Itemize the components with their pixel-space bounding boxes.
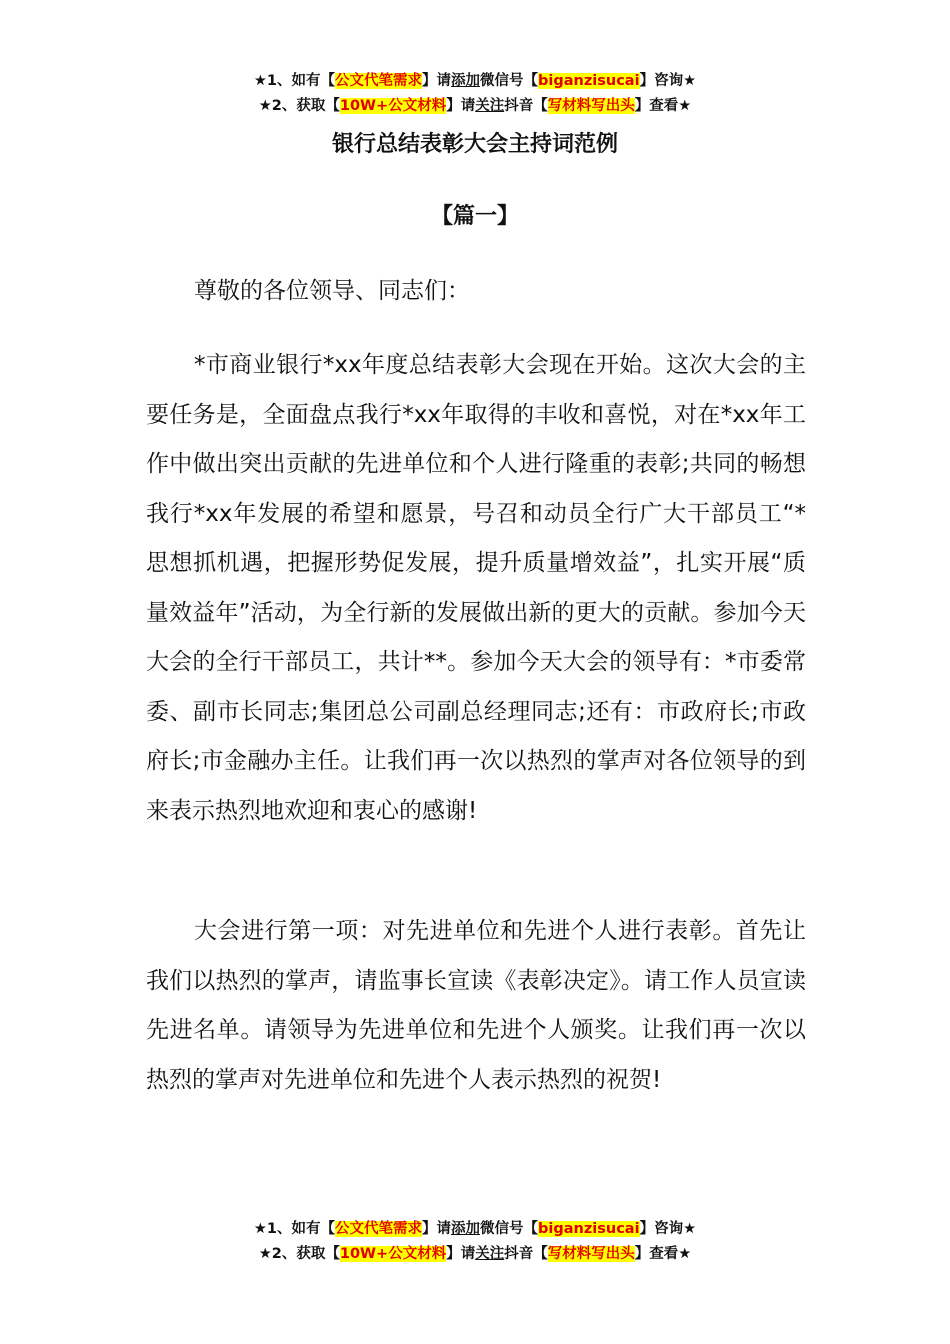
banner-line-2 <box>0 94 950 119</box>
banner-text: 】查看★ <box>634 98 692 114</box>
add-label: 添加 <box>451 1221 481 1237</box>
banner-text: 】请 <box>422 1221 452 1237</box>
banner-text: ★1、如有【 <box>253 1221 336 1237</box>
banner-text: 抖音【 <box>504 98 548 114</box>
banner-line-1 <box>0 69 950 94</box>
materials-highlight: 10W+公文材料 <box>339 1246 447 1262</box>
follow-label: 关注 <box>475 98 505 114</box>
banner-text: 】咨询★ <box>639 1221 697 1237</box>
banner-text: 微信号【 <box>480 1221 539 1237</box>
wechat-id: biganzisucai <box>538 1221 640 1237</box>
banner-text: 】请 <box>446 98 476 114</box>
banner-text: ★2、获取【 <box>258 98 340 114</box>
add-label: 添加 <box>451 73 481 89</box>
service-highlight: 公文代笔需求 <box>335 73 423 89</box>
banner-text: 】请 <box>422 73 452 89</box>
banner-text: ★2、获取【 <box>258 1246 340 1262</box>
douyin-id: 写材料写出头 <box>547 1246 635 1262</box>
service-highlight: 公文代笔需求 <box>335 1221 423 1237</box>
banner-text: 抖音【 <box>504 1246 548 1262</box>
header-banner <box>0 69 950 119</box>
greeting: 尊敬的各位领导、同志们： <box>194 278 470 304</box>
banner-text: 】请 <box>446 1246 476 1262</box>
douyin-id: 写材料写出头 <box>547 98 635 114</box>
banner-text: 】查看★ <box>634 1246 692 1262</box>
materials-highlight: 10W+公文材料 <box>339 98 447 114</box>
follow-label: 关注 <box>475 1246 505 1262</box>
document-title: 银行总结表彰大会主持词范例 <box>331 132 618 157</box>
body-paragraph: *市商业银行*xx年度总结表彰大会现在开始。这次大会的主要任务是，全面盘点我行*xx年取得的丰收和喜悦，对在*xx年工作中做出突出贡献的先进单位和个人进行隆重的表彰;共同的畅想我行*xx年发展的希望和愿景，号召和动员全行广大干部员工“*思想抓机遇，把握形势促发展，提升质量增效益”，扎实开展“质量效益年”活动，为全行新的发展做出新的更大的贡献。参加今天大会的全行干部员工，共计**。参加今天大会的领导有：*市委常委、副市长同志;集团总公司副总经理同志;还有：市政府长;市政府长;市金融办主任。让我们再一次以热烈的掌声对各位领导的到来表示热烈地欢迎和衷心的感谢! <box>146 352 806 824</box>
body-paragraph: 大会进行第一项：对先进单位和先进个人进行表彰。首先让我们以热烈的掌声，请监事长宣读《表彰决定》。请工作人员宣读先进名单。请领导为先进单位和先进个人颁奖。让我们再一次以热烈的掌声对先进单位和先进个人表示热烈的祝贺! <box>146 918 806 1093</box>
banner-text: ★1、如有【 <box>253 73 336 89</box>
banner-line-1 <box>0 1217 950 1242</box>
banner-text: 微信号【 <box>480 73 539 89</box>
banner-line-2 <box>0 1242 950 1267</box>
footer-banner <box>0 1217 950 1267</box>
wechat-id: biganzisucai <box>538 73 640 89</box>
section-heading: 【篇一】 <box>430 204 519 229</box>
banner-text: 】咨询★ <box>639 73 697 89</box>
